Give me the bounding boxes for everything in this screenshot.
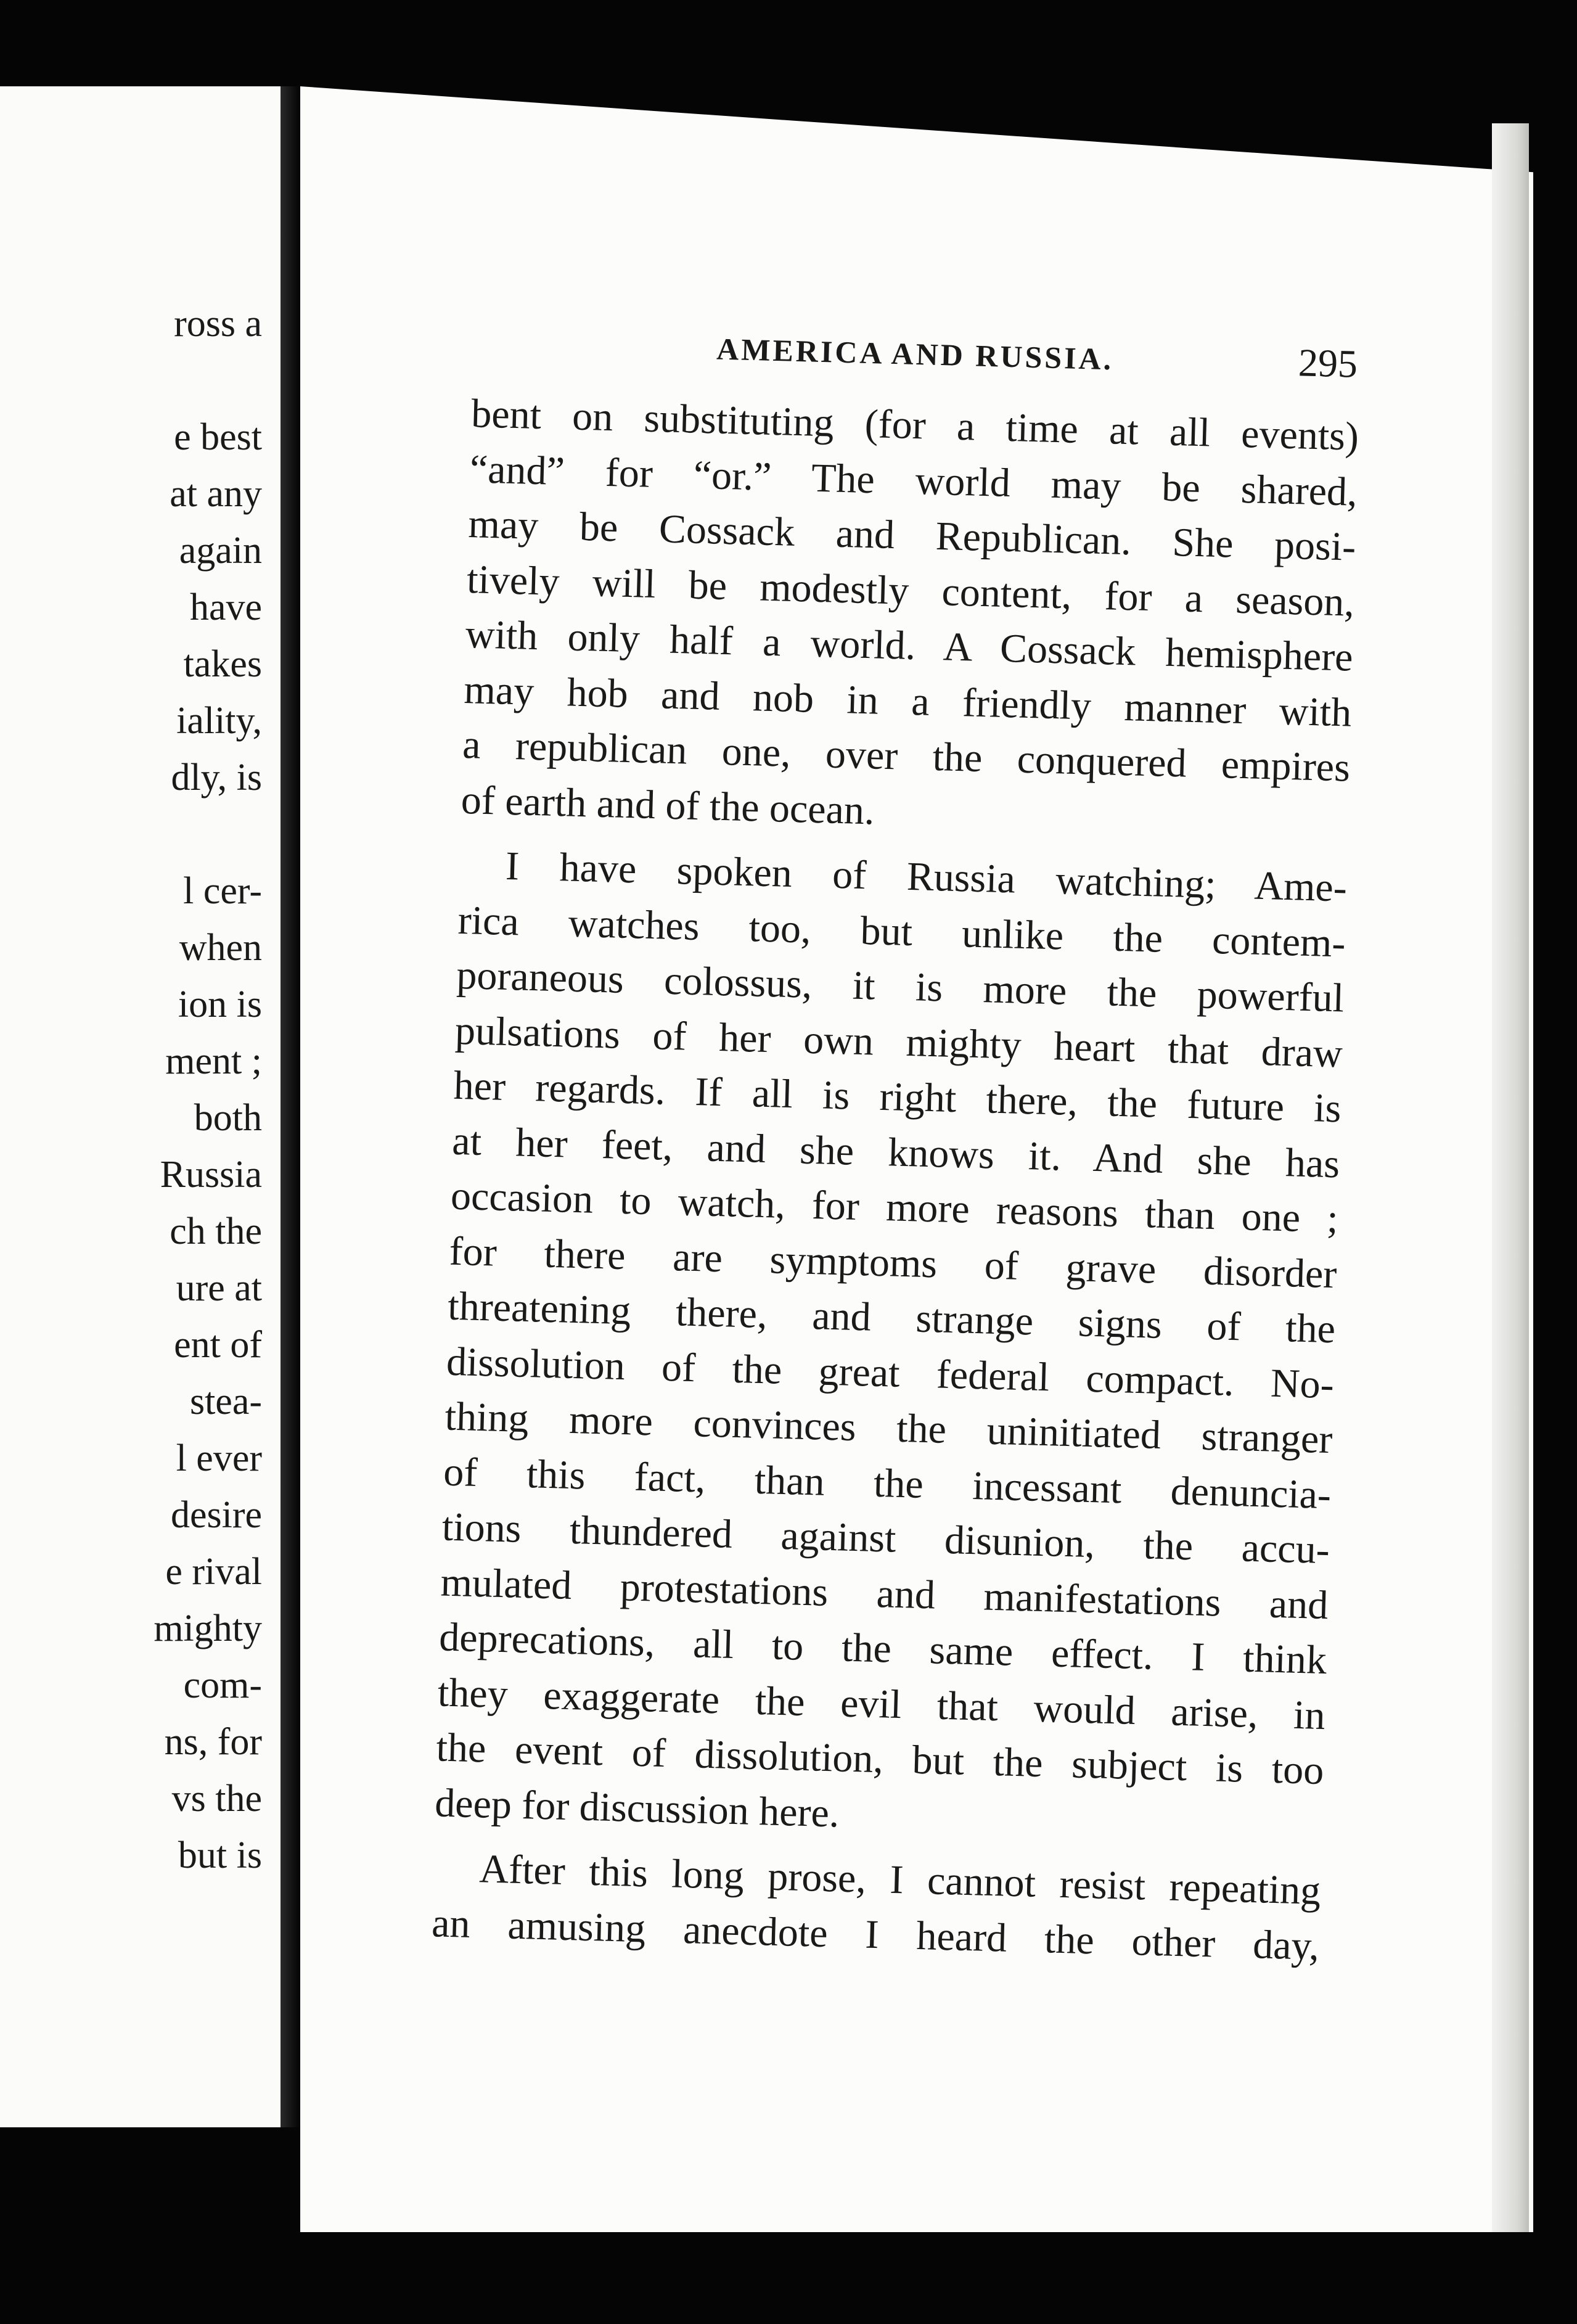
text-line: tions thundered against disunion, the accu- [441, 1504, 1330, 1573]
facing-page-line: takes [183, 643, 262, 685]
facing-page-line: l cer- [183, 870, 262, 912]
page-number: 295 [1298, 340, 1358, 386]
text-line: After this long prose, I cannot resist repeating [478, 1846, 1322, 1913]
facing-page-line: ent of [174, 1324, 262, 1366]
body-text [431, 386, 1359, 1974]
facing-page-line: both [194, 1097, 262, 1139]
text-line: with only half a world. A Cossack hemisphere [465, 612, 1354, 680]
text-line: the event of dissolution, but the subject is too [435, 1725, 1325, 1794]
text-line: bent on substituting (for a time at all events) [470, 391, 1359, 459]
text-line: her regards. If all is right there, the future is [453, 1062, 1342, 1131]
facing-page-line: desire [170, 1494, 262, 1536]
text-line: a republican one, over the conquered empires [462, 721, 1351, 790]
text-line: thing more convinces the uninitiated stranger [444, 1394, 1333, 1463]
text-line: may be Cossack and Republican. She posi- [467, 501, 1357, 570]
text-line: dissolution of the great federal compact. No- [446, 1339, 1335, 1407]
text-line: threatening there, and strange signs of the [447, 1283, 1336, 1352]
paragraph-1 [461, 386, 1359, 850]
text-line: poraneous colossus, it is more the powerful [456, 952, 1345, 1021]
text-line: “and” for “or.” The world may be shared, [469, 446, 1358, 515]
text-line: rica watches too, but unlike the contem- [457, 897, 1346, 966]
text-line: I have spoken of Russia watching; Ame- [505, 843, 1348, 911]
text-line: for there are symptoms of grave disorder [448, 1228, 1338, 1297]
facing-page-line: ns, for [164, 1721, 262, 1763]
text-line: mulated protestations and manifestations and [440, 1559, 1329, 1628]
running-title: AMERICA AND RUSSIA. [716, 331, 1114, 377]
text-line: tively will be modestly content, for a season, [466, 556, 1355, 625]
facing-page-line: Russia [160, 1154, 262, 1196]
text-line: at her feet, and she knows it. And she has [451, 1118, 1340, 1186]
text-line: an amusing anecdote I heard the other day, [431, 1900, 1320, 1969]
text-line: may hob and nob in a friendly manner with [463, 667, 1353, 736]
facing-page-line: e rival [165, 1551, 262, 1593]
facing-page-line: again [179, 530, 262, 572]
facing-page-line: at any [170, 473, 262, 515]
text-line: of earth and of the ocean. [461, 777, 875, 833]
facing-page-line: ure at [176, 1267, 262, 1309]
text-line: deprecations, all to the same effect. I think [438, 1614, 1327, 1683]
facing-page-line: iality, [176, 700, 262, 742]
facing-page-line: but is [178, 1834, 262, 1876]
facing-page-line: have [189, 586, 262, 628]
paragraph-2 [434, 837, 1348, 1854]
facing-page-line: ch the [170, 1210, 262, 1252]
facing-page-line: com- [183, 1664, 262, 1706]
facing-page-line: stea- [189, 1381, 262, 1423]
facing-page-line: ion is [178, 983, 262, 1025]
text-line: deep for discussion here. [434, 1780, 840, 1836]
facing-page-line: l ever [176, 1437, 262, 1479]
facing-page-line: vs the [171, 1778, 262, 1820]
paragraph-3 [431, 1840, 1321, 1974]
facing-page-line: ross a [174, 303, 262, 345]
page-header [716, 325, 1358, 397]
facing-page-line: dly, is [171, 757, 262, 799]
facing-page-line: ment ; [165, 1040, 262, 1082]
text-line: they exaggerate the evil that would arise, in [437, 1669, 1326, 1738]
facing-page-line: e best [174, 416, 262, 458]
text-line: occasion to watch, for more reasons than one ; [450, 1173, 1339, 1242]
text-line: of this fact, than the incessant denuncia- [443, 1449, 1332, 1517]
facing-page-line: mighty [154, 1608, 262, 1649]
facing-page-line: when [179, 927, 262, 969]
text-line: pulsations of her own mighty heart that draw [454, 1008, 1343, 1076]
